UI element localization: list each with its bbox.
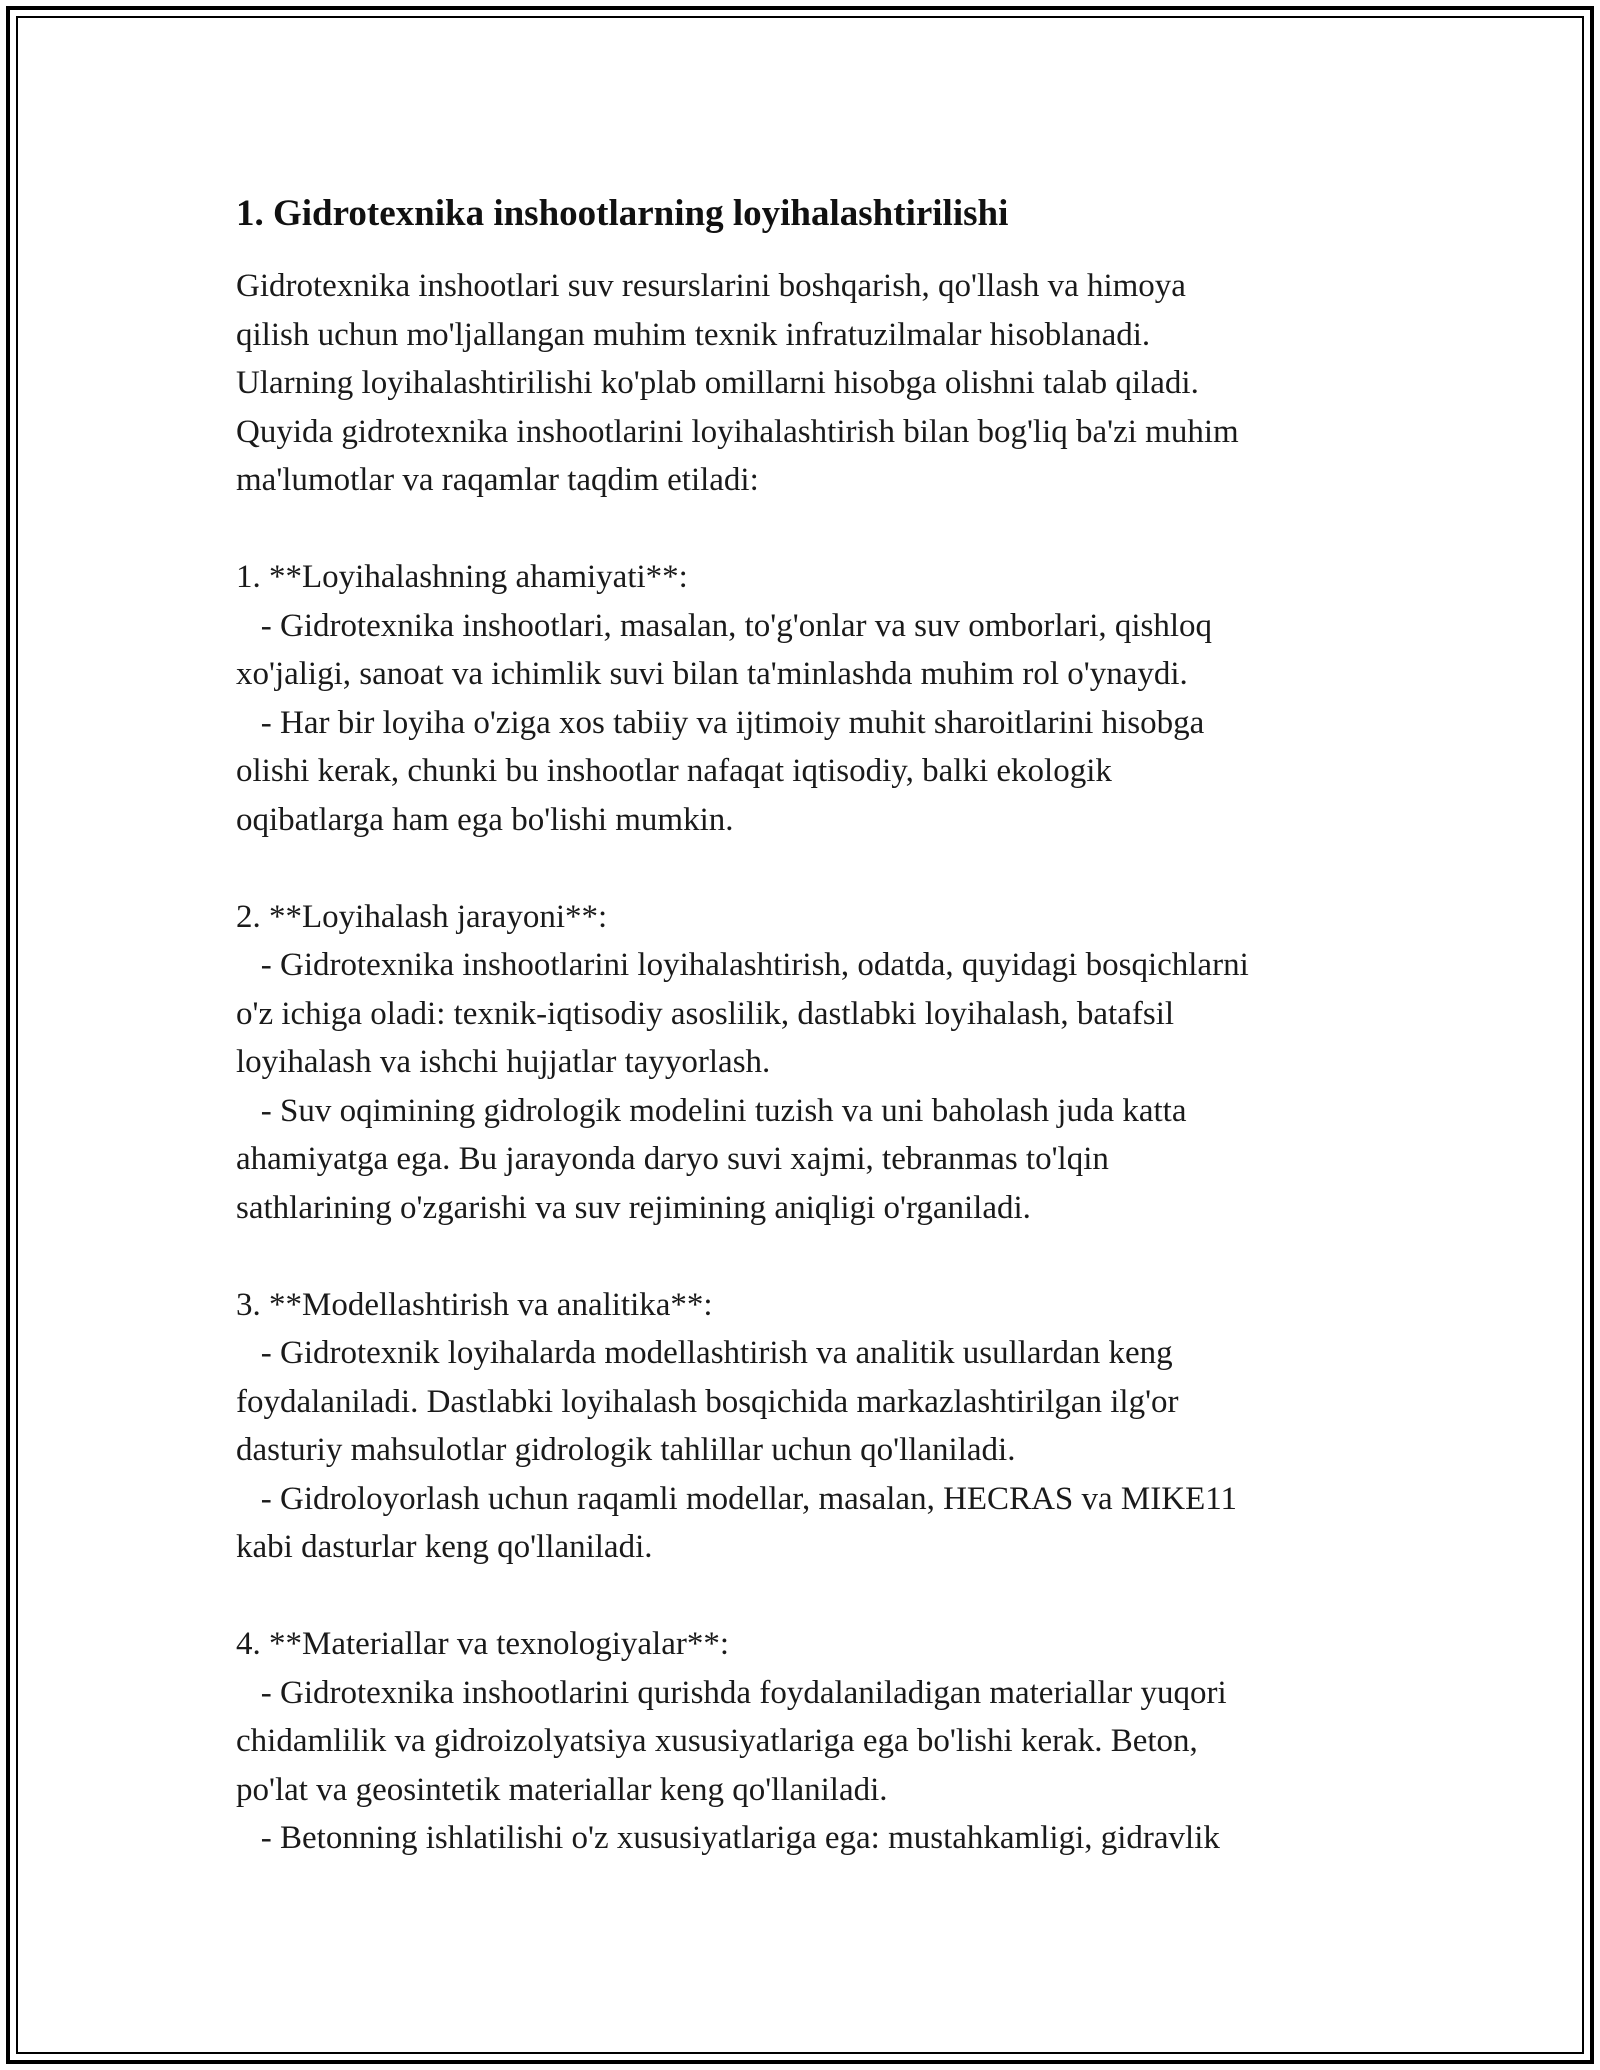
- document-body-text: Gidrotexnika inshootlari suv resurslarini boshqarish, qo'llash va himoya qilish uchun mo'ljallangan muhim texnik infratuzilmalar hisoblanadi. Ularning loyihalashtirilishi ko'plab omillarni hisobga olishni talab qiladi. Quyida gidrotexnika inshootlarini loyihalashtirish bilan bog'liq ba'zi muhim ma'lumotlar va raqamlar taqdim etiladi: 1. **Loyihalashning ahamiyati**: - Gidrotexnika inshootlari, masalan, to'g'onlar va suv omborlari, qishloq xo'jaligi, sanoat va ichimlik suvi bilan ta'minlashda muhim rol o'ynaydi. - Har bir loyiha o'ziga xos tabiiy va ijtimoiy muhit sharoitlarini hisobga olishi kerak, chunki bu inshootlar nafaqat iqtisodiy, balki ekologik oqibatlarga ham ega bo'lishi mumkin. 2. **Loyihalash jarayoni**: - Gidrotexnika inshootlarini loyihalashtirish, odatda, quyidagi bosqichlarni o'z ichiga oladi: texnik-iqtisodiy asoslilik, dastlabki loyihalash, batafsil loyihalash va ishchi hujjatlar tayyorlash. - Suv oqimining gidrologik modelini tuzish va uni baholash juda katta ahamiyatga ega. Bu jarayonda daryo suvi xajmi, tebranmas to'lqin sathlarining o'zgarishi va suv rejimining aniqligi o'rganiladi. 3. **Modellashtirish va analitika**: - Gidrotexnik loyihalarda modellashtirish va analitik usullardan keng foydalaniladi. Dastlabki loyihalash bosqichida markazlashtirilgan ilg'or dasturiy mahsulotlar gidrologik tahlillar uchun qo'llaniladi. - Gidroloyorlash uchun raqamli modellar, masalan, HECRAS va MIKE11 kabi dasturlar keng qo'llaniladi. 4. **Materiallar va texnologiyalar**: - Gidrotexnika inshootlarini qurishda foydalaniladigan materiallar yuqori chidamlilik va gidroizolyatsiya xususiyatlariga ega bo'lishi kerak. Beton, po'lat va geosintetik materiallar keng qo'llaniladi. - Betonning ishlatilishi o'z xususiyatlariga ega: mustahkamligi, gidravlik: [236, 268, 1249, 1856]
- document-content: [236, 190, 1396, 1863]
- document-title: 1. Gidrotexnika inshootlarning loyihalashtirilishi: [236, 193, 1009, 234]
